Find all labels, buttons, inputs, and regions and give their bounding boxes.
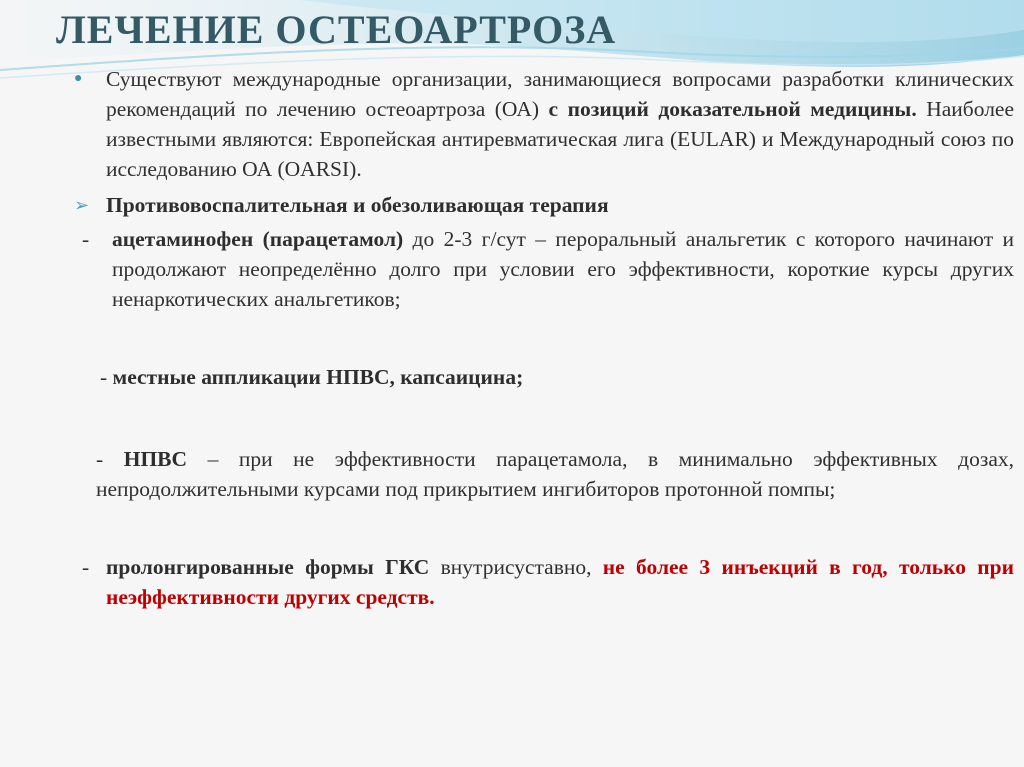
- item-bold-text: НПВС: [123, 447, 188, 471]
- intro-paragraph: [74, 64, 1015, 184]
- arrow-bullet-icon: ➢: [74, 195, 90, 215]
- dash-marker: -: [82, 555, 90, 579]
- section-heading-text: Противовоспалительная и обезоливающая терапия: [106, 193, 609, 217]
- list-item: [82, 552, 1014, 612]
- page-title: ЛЕЧЕНИЕ ОСТЕОАРТРОЗА: [56, 7, 617, 52]
- list-item: [82, 444, 1014, 504]
- item-bold-text: пролонгированные формы ГКС: [106, 555, 430, 579]
- item-bold-text: местные аппликации НПВС, капсаицина;: [112, 365, 524, 389]
- intro-text-1: Существуют международные организации, занимающиеся вопросами разработки клинических рекомендаций по лечению остеоартроза (ОА): [106, 67, 1014, 121]
- item-bold-text: ацетаминофен (парацетамол): [112, 227, 404, 251]
- bullet-dot-icon: ●: [74, 71, 83, 86]
- item-text: – при не эффективности парацетамола, в минимально эффективных дозах, непродолжительными курсами под прикрытием ингибиторов протонной помпы;: [96, 447, 1015, 501]
- dash-marker: -: [96, 447, 104, 471]
- section-heading: [74, 190, 1014, 220]
- intro-text-2: Наиболее известными являются: Европейская антиревматическая лига (EULAR) и Международный союз по исследованию ОА (OARSI).: [106, 97, 1015, 181]
- item-text: до 2-3 г/сут – пероральный анальгетик с которого начинают и продолжают неопределённо долго при условии его эффективности, короткие курсы других ненаркотических анальгетиков;: [112, 227, 1014, 311]
- dash-marker: -: [82, 227, 90, 251]
- list-item: [82, 224, 1014, 314]
- dash-marker: -: [100, 365, 108, 389]
- item-warning-text: не более 3 инъекций в год, только при неэффективности других средств.: [106, 555, 1015, 609]
- list-item: [82, 362, 1014, 392]
- item-text: внутрисуставно,: [429, 555, 603, 579]
- intro-bold-text: с позиций доказательной медицины.: [548, 97, 917, 121]
- slide-content: [74, 64, 1015, 612]
